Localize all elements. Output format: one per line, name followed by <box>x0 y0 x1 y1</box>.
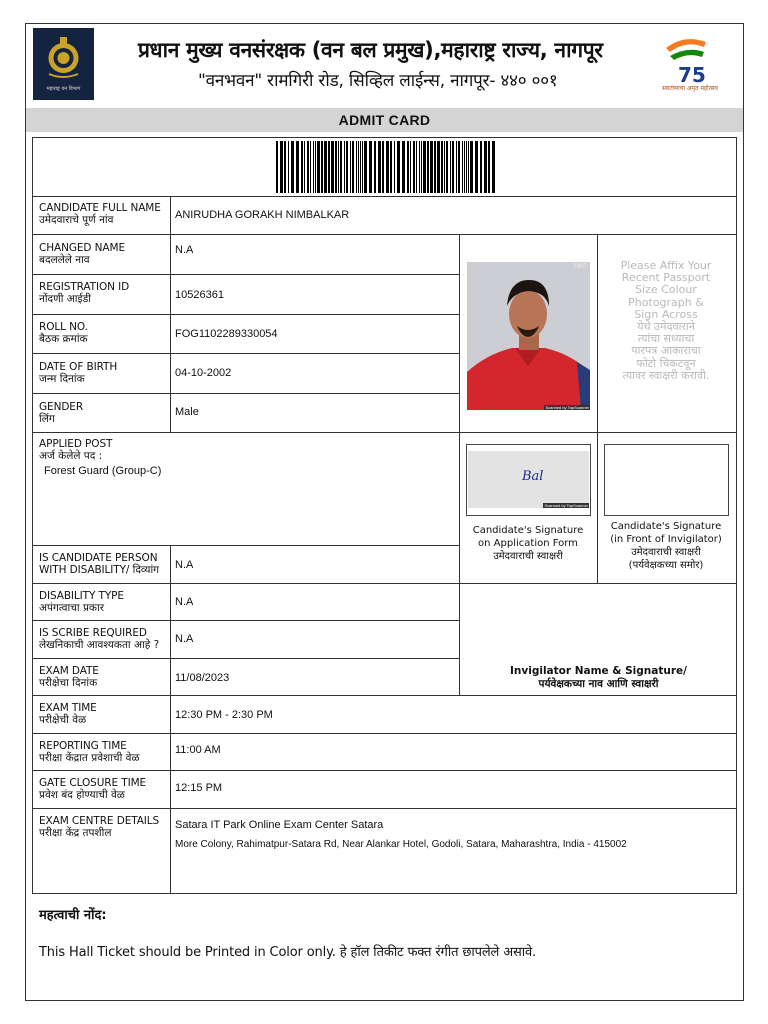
barcode-bar <box>280 141 283 193</box>
barcode-bar <box>331 141 334 193</box>
barcode-bar <box>321 141 323 193</box>
affix-instruction-line: त्यावर स्वाक्षरी करावी. <box>622 368 710 382</box>
row-divider <box>32 234 737 235</box>
barcode-bar <box>358 141 359 193</box>
row-divider <box>32 353 459 354</box>
exam-centre-name: Satara IT Park Online Exam Center Satara <box>175 819 384 831</box>
barcode-bar <box>346 141 348 193</box>
barcode-bar <box>421 141 422 193</box>
row-divider <box>32 196 737 197</box>
registration-id-value: 10526361 <box>175 289 224 301</box>
barcode-bar <box>394 141 395 193</box>
important-note-title: महत्वाची नोंद: <box>39 908 107 923</box>
affix-instruction-line: Size Colour <box>635 283 697 297</box>
invigilator-presence-signature-caption: Candidate's Signature (in Front of Invigilator) उमेदवाराची स्वाक्षरी (पर्यवेक्षकच्या समोर) <box>610 521 722 571</box>
barcode-bar <box>360 141 361 193</box>
office-address: "वनभवन" रामगिरी रोड, सिव्हिल लाईन्स, नागपूर- ४४० ००१ <box>198 71 558 91</box>
barcode-bar <box>475 141 478 193</box>
roll-no-label: ROLL NO. बैठक क्रमांक <box>39 321 88 345</box>
affix-instruction-line: Photograph & <box>628 295 704 309</box>
column-divider <box>459 234 460 696</box>
row-divider <box>32 770 737 771</box>
row-divider <box>32 658 459 659</box>
affix-instruction-line: Sign Across <box>634 307 698 321</box>
row-divider <box>32 274 459 275</box>
exam-centre-address: More Colony, Rahimatpur-Satara Rd, Near Alankar Hotel, Godoli, Satara, Maharashtra, India - 415002 <box>175 839 627 850</box>
barcode-bar <box>276 141 278 193</box>
barcode-bar <box>301 141 303 193</box>
barcode-bar <box>492 141 495 193</box>
affix-instruction-line: येथे उमेदवाराने <box>637 320 695 334</box>
barcode-bar <box>464 141 465 193</box>
barcode-bar <box>413 141 415 193</box>
reporting-time-label: REPORTING TIME परीक्षा केंद्रात प्रवेशाची वेळ <box>39 740 140 764</box>
scribe-value: N.A <box>175 633 194 645</box>
barcode-bar <box>458 141 460 193</box>
barcode-bar <box>441 141 443 193</box>
barcode-bar <box>416 141 417 193</box>
affix-instruction-line: Please Affix Your <box>620 259 712 272</box>
barcode-bar <box>484 141 487 193</box>
application-signature-caption: Candidate's Signature on Application Form उमेदवाराची स्वाक्षरी <box>472 525 584 562</box>
row-divider <box>32 432 737 433</box>
barcode-bar <box>437 141 440 193</box>
barcode-bar <box>402 141 405 193</box>
roll-no-value: FOG1102289330054 <box>175 328 278 340</box>
barcode-bar <box>456 141 457 193</box>
azadi-amrit-mahotsav-logo <box>648 32 732 96</box>
full-name-value: ANIRUDHA GORAKH NIMBALKAR <box>175 209 350 221</box>
applied-post-label: APPLIED POST अर्ज केलेले पद : <box>39 438 113 462</box>
affix-instruction-line: पारपत्र आकाराचा <box>631 344 701 358</box>
gender-label: GENDER लिंग <box>39 401 84 425</box>
row-divider <box>32 733 737 734</box>
barcode-bar <box>452 141 454 193</box>
barcode-bar <box>288 141 289 193</box>
roll-number-barcode <box>276 141 495 193</box>
row-divider <box>32 620 459 621</box>
barcode-bar <box>386 141 389 193</box>
gender-value: Male <box>175 406 199 418</box>
barcode-bar <box>313 141 314 193</box>
barcode-bar <box>352 141 354 193</box>
column-divider <box>597 234 598 584</box>
changed-name-label: CHANGED NAME बदललेले नाव <box>39 242 125 266</box>
barcode-bar <box>374 141 376 193</box>
scribe-label: IS SCRIBE REQUIRED लेखनिकाची आवश्यकता आहे ? <box>39 627 160 651</box>
photo-watermark: Scanned by TapScanner <box>545 405 589 410</box>
barcode-bar <box>328 141 330 193</box>
barcode-bar <box>364 141 367 193</box>
barcode-bar <box>407 141 409 193</box>
barcode-bar <box>344 141 345 193</box>
barcode-bar <box>434 141 436 193</box>
full-name-label: CANDIDATE FULL NAME उमेदवाराचे पूर्ण नांव <box>39 202 161 226</box>
barcode-bar <box>419 141 420 193</box>
barcode-bar <box>369 141 372 193</box>
barcode-bar <box>480 141 482 193</box>
barcode-bar <box>444 141 445 193</box>
reporting-time-value: 11:00 AM <box>175 744 221 756</box>
gate-closure-label: GATE CLOSURE TIME प्रवेश बंद होण्याची वेळ <box>39 777 147 801</box>
exam-time-label: EXAM TIME परीक्षेची वेळ <box>39 702 97 726</box>
invigilator-signature-box[interactable] <box>604 444 729 516</box>
barcode-bar <box>423 141 426 193</box>
barcode-bar <box>340 141 342 193</box>
barcode-bar <box>356 141 357 193</box>
affix-instruction-line: फोटो चिकटवून <box>636 356 696 370</box>
barcode-bar <box>446 141 448 193</box>
invigilator-name-signature-label: Invigilator Name & Signature/ पर्यवेक्षकच्या नाव आणि स्वाक्षरी <box>510 665 687 690</box>
barcode-bar <box>468 141 469 193</box>
dob-label: DATE OF BIRTH जन्म दिनांक <box>39 361 118 385</box>
barcode-bar <box>462 141 463 193</box>
disability-type-label: DISABILITY TYPE अपंगत्वाचा प्रकार <box>39 590 124 614</box>
disability-value: N.A <box>175 559 194 571</box>
barcode-bar <box>378 141 381 193</box>
changed-name-value: N.A <box>175 244 194 256</box>
barcode-bar <box>315 141 316 193</box>
barcode-bar <box>317 141 320 193</box>
office-title: प्रधान मुख्य वनसंरक्षक (वन बल प्रमुख),महाराष्ट्र राज्य, नागपूर <box>138 38 603 62</box>
barcode-bar <box>427 141 429 193</box>
row-divider <box>32 393 459 394</box>
signature-mark: Bal <box>522 469 544 484</box>
disability-type-value: N.A <box>175 596 194 608</box>
barcode-bar <box>390 141 392 193</box>
photo-tag: F807 <box>573 264 587 270</box>
row-divider <box>32 695 737 696</box>
exam-date-value: 11/08/2023 <box>175 672 230 684</box>
right-logo-caption: स्वातंत्र्याचा अमृत महोत्सव <box>662 85 718 92</box>
barcode-bar <box>382 141 384 193</box>
barcode-bar <box>488 141 490 193</box>
gate-closure-value: 12:15 PM <box>175 782 223 794</box>
forest-department-logo <box>33 28 94 100</box>
row-divider <box>32 314 459 315</box>
row-divider <box>32 583 737 584</box>
exam-time-value: 12:30 PM - 2:30 PM <box>175 709 273 721</box>
barcode-bar <box>350 141 351 193</box>
column-divider <box>170 545 171 894</box>
registration-id-label: REGISTRATION ID नोंदणी आईडी <box>39 281 130 305</box>
affix-instruction-line: Recent Passport <box>621 271 711 285</box>
candidate-photo <box>467 262 590 410</box>
barcode-bar <box>430 141 433 193</box>
exam-date-label: EXAM DATE परीक्षेचा दिनांक <box>39 665 99 689</box>
important-note-text: This Hall Ticket should be Printed in Color only. हे हॉल तिकीट फक्त रंगीत छापलेले असावे. <box>39 945 537 960</box>
barcode-bar <box>307 141 309 193</box>
barcode-bar <box>410 141 411 193</box>
barcode-bar <box>397 141 400 193</box>
row-divider <box>32 545 459 546</box>
barcode-bar <box>470 141 473 193</box>
logo-75-text: 75 <box>678 63 706 87</box>
signature-watermark: Scanned by TapScanner <box>544 503 588 508</box>
left-logo-caption: महाराष्ट्र वन विभाग <box>46 86 81 92</box>
barcode-bar <box>362 141 363 193</box>
disability-label: IS CANDIDATE PERSON WITH DISABILITY/ दिव्यांग <box>39 552 159 576</box>
barcode-bar <box>304 141 305 193</box>
barcode-bar <box>466 141 467 193</box>
barcode-bar <box>338 141 339 193</box>
affix-instruction-line: त्यांचा सध्याचा <box>637 332 695 346</box>
barcode-bar <box>291 141 294 193</box>
row-divider <box>32 808 737 809</box>
candidate-signature-image <box>468 451 589 508</box>
barcode-bar <box>284 141 286 193</box>
affix-photo-instructions <box>603 260 729 382</box>
admit-card-banner: ADMIT CARD <box>26 108 743 132</box>
barcode-bar <box>335 141 337 193</box>
applied-post-value: Forest Guard (Group-C) <box>44 465 162 477</box>
barcode-bar <box>296 141 299 193</box>
barcode-bar <box>324 141 327 193</box>
exam-centre-label: EXAM CENTRE DETAILS परीक्षा केंद्र तपशील <box>39 815 160 839</box>
column-divider <box>170 196 171 433</box>
barcode-bar <box>310 141 311 193</box>
barcode-bar <box>450 141 451 193</box>
dob-value: 04-10-2002 <box>175 367 232 379</box>
